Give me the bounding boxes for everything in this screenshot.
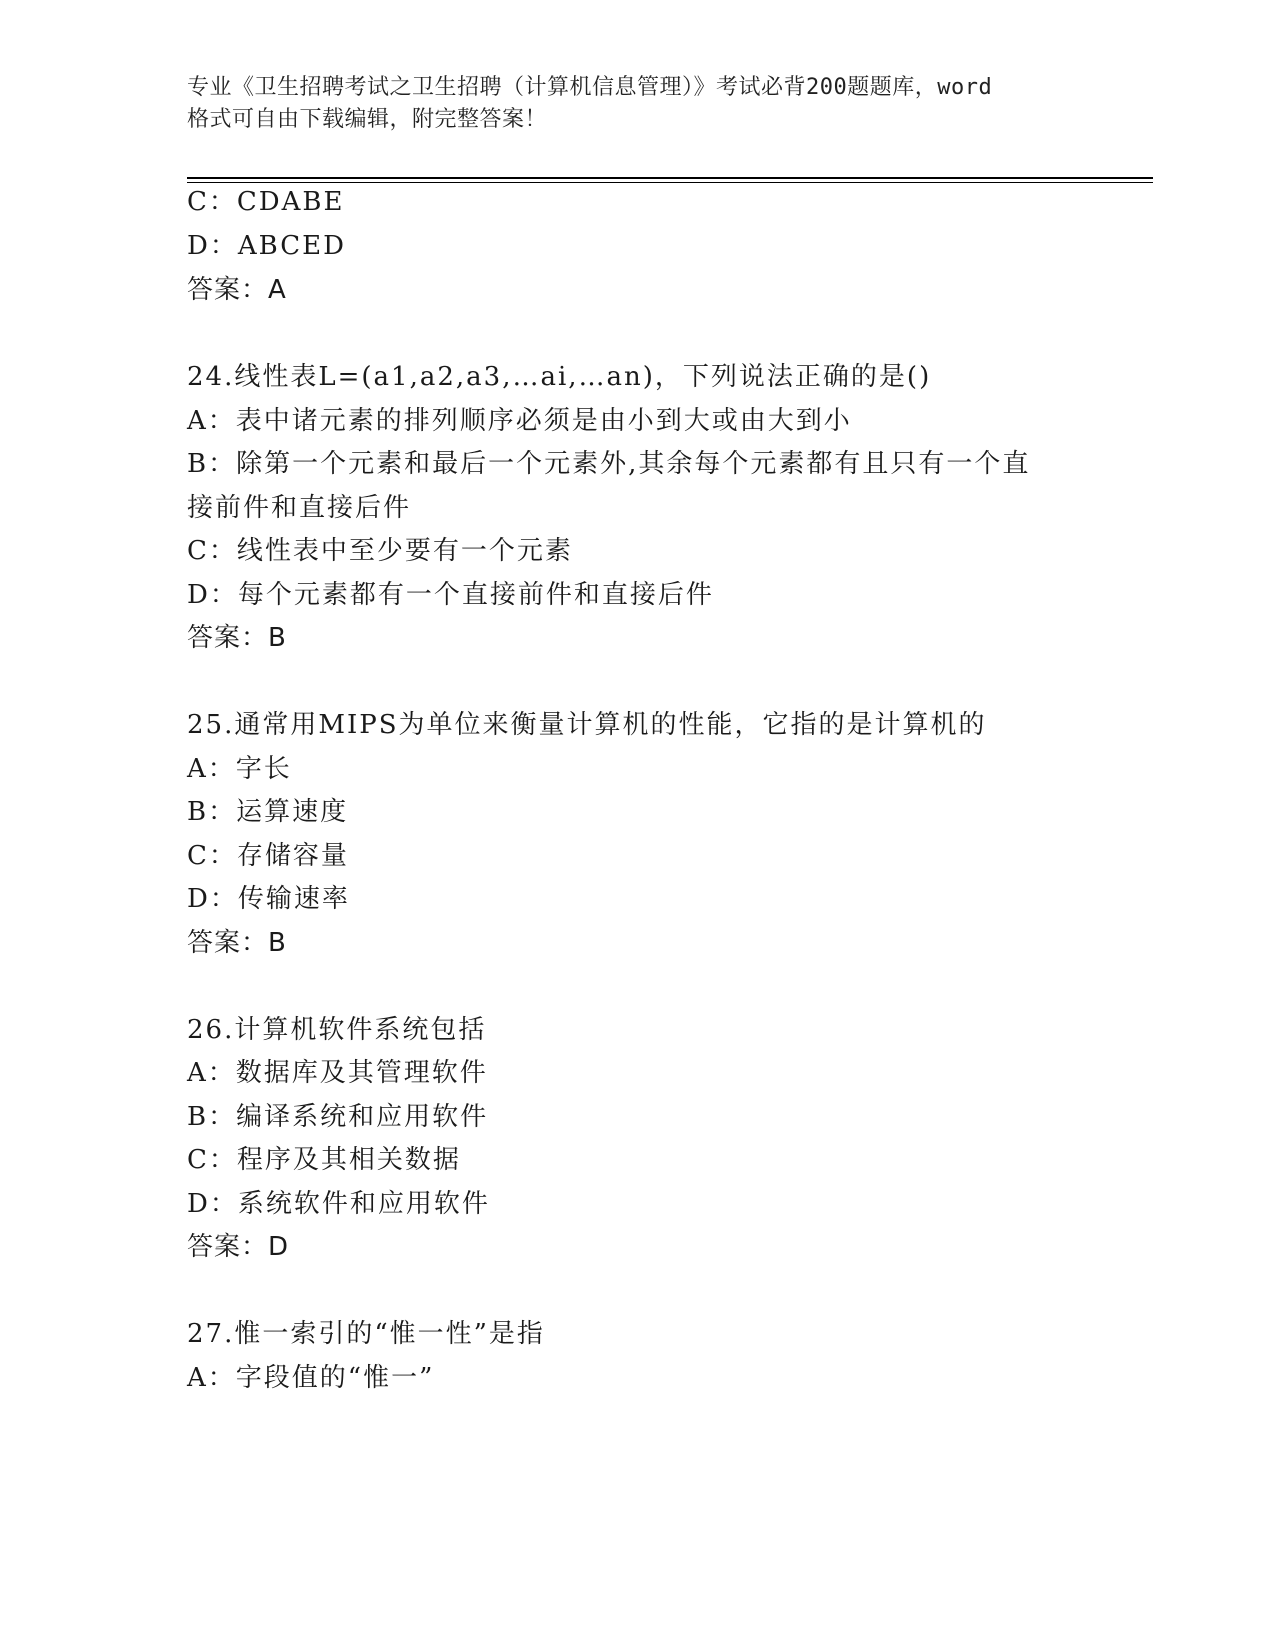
q25-option-c: C：存储容量 xyxy=(187,841,349,871)
q27-stem: 27.惟一索引的“惟一性”是指 xyxy=(187,1319,545,1349)
q24-option-b-line2: 接前件和直接后件 xyxy=(187,493,412,523)
prev-option-c: C：CDABE xyxy=(187,187,345,217)
header-line-2: 格式可自由下载编辑，附完整答案！ xyxy=(187,107,548,132)
q24-stem: 24.线性表L=(a1,a2,a3,…ai,…an)，下列说法正确的是() xyxy=(187,362,932,392)
document-header xyxy=(187,72,1087,136)
q25-option-b: B：运算速度 xyxy=(187,797,349,827)
q24-option-a: A：表中诸元素的排列顺序必须是由小到大或由大到小 xyxy=(187,406,852,436)
prev-answer: 答案：A xyxy=(187,275,287,305)
header-divider-thin xyxy=(187,182,1153,183)
q25-option-a: A：字长 xyxy=(187,754,292,784)
q24-option-b-line1: B：除第一个元素和最后一个元素外,其余每个元素都有且只有一个直 xyxy=(187,449,1031,479)
q26-option-c: C：程序及其相关数据 xyxy=(187,1145,461,1175)
header-line-1: 专业《卫生招聘考试之卫生招聘（计算机信息管理）》考试必背200题题库，word xyxy=(187,75,993,100)
q24-option-c: C：线性表中至少要有一个元素 xyxy=(187,536,573,566)
q24-answer: 答案：B xyxy=(187,623,287,653)
q26-stem: 26.计算机软件系统包括 xyxy=(187,1015,487,1045)
q25-stem: 25.通常用MIPS为单位来衡量计算机的性能，它指的是计算机的 xyxy=(187,710,987,740)
prev-option-d: D：ABCED xyxy=(187,231,346,261)
q26-answer: 答案：D xyxy=(187,1232,290,1262)
q25-answer: 答案：B xyxy=(187,928,287,958)
q27-option-a: A：字段值的“惟一” xyxy=(187,1363,435,1393)
q26-option-a: A：数据库及其管理软件 xyxy=(187,1058,488,1088)
q26-option-d: D：系统软件和应用软件 xyxy=(187,1189,490,1219)
q25-option-d: D：传输速率 xyxy=(187,884,350,914)
q24-option-d: D：每个元素都有一个直接前件和直接后件 xyxy=(187,580,714,610)
header-divider-thick xyxy=(187,177,1153,179)
q26-option-b: B：编译系统和应用软件 xyxy=(187,1102,489,1132)
